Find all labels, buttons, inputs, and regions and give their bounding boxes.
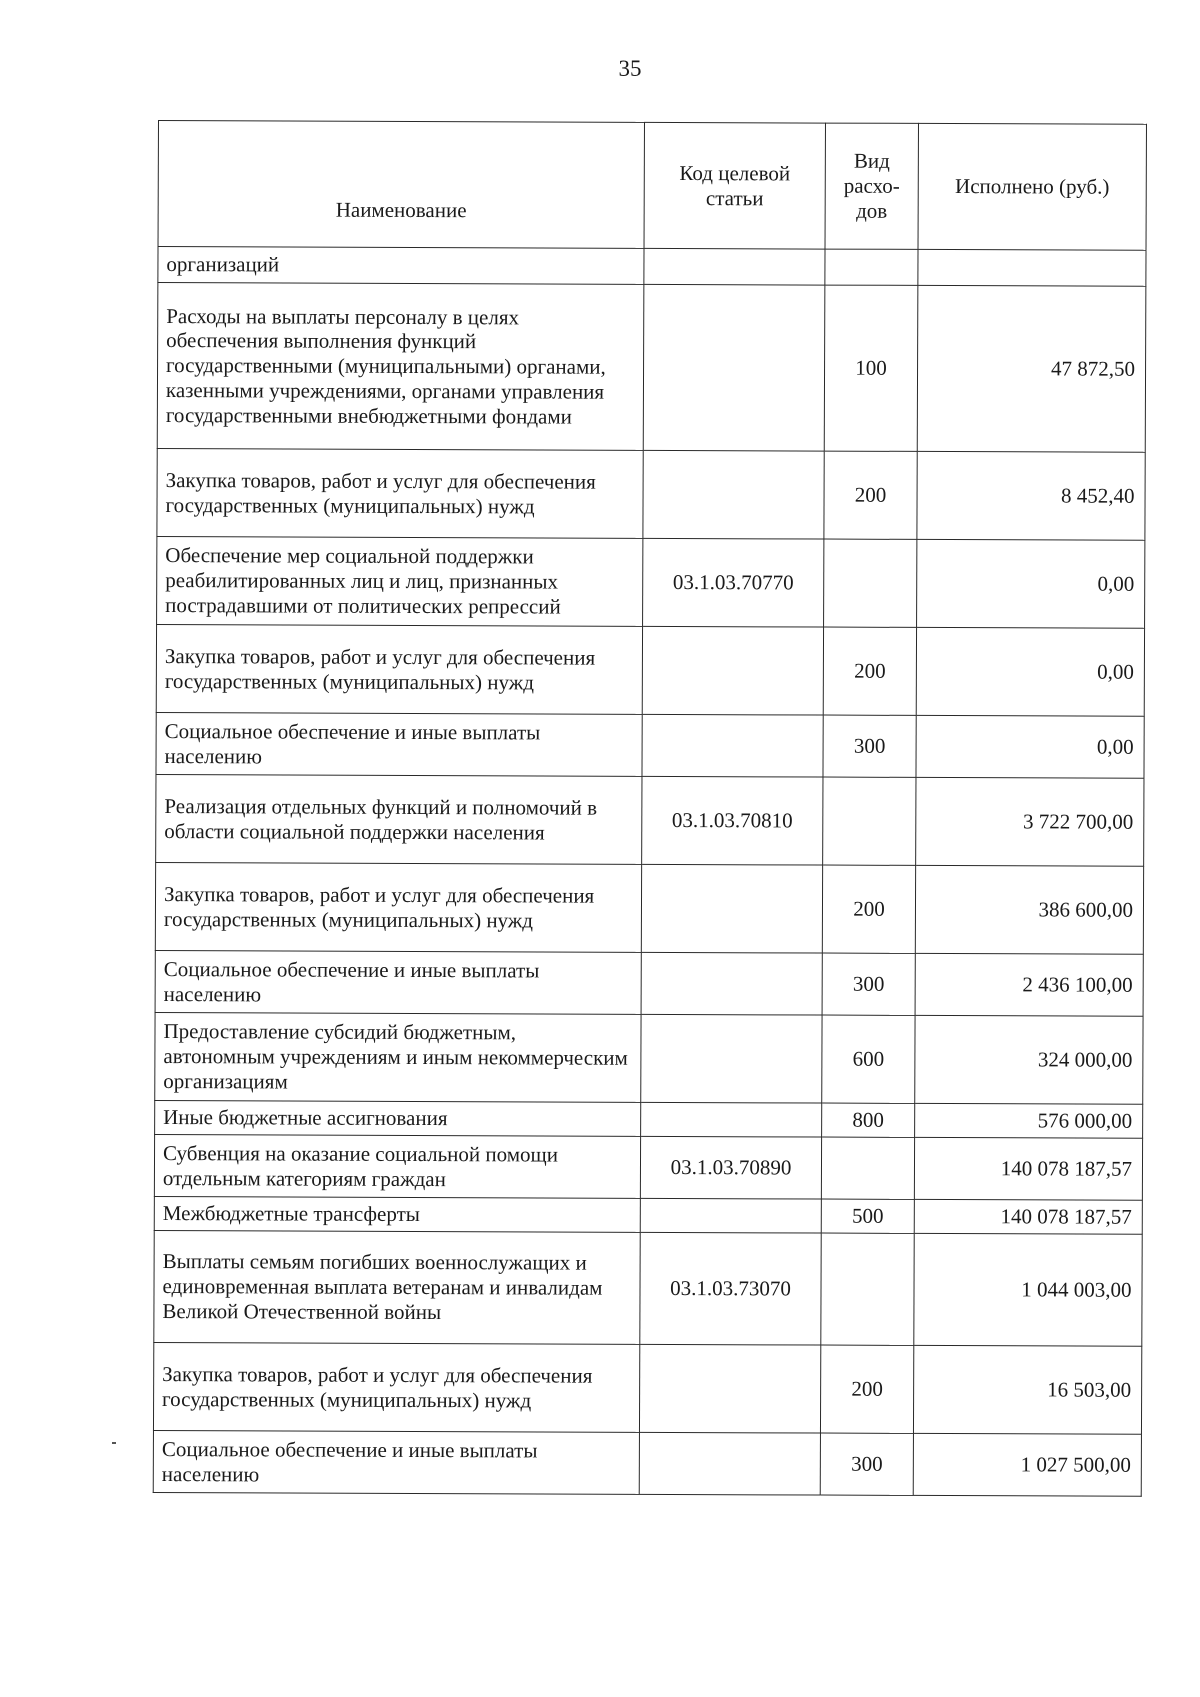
- cell-code: [643, 284, 825, 451]
- header-type: [825, 123, 918, 249]
- cell-type: [824, 539, 917, 627]
- cell-amount: 0,00: [916, 627, 1144, 716]
- expenditure-table-container: [153, 120, 1146, 1497]
- cell-type: 600: [822, 1015, 915, 1103]
- cell-code: [641, 864, 822, 953]
- cell-name: Выплаты семьям погибших военнослужащих и единовременная выплата ветеранам и инвалидам Великой Отечественной войны: [154, 1230, 640, 1344]
- cell-name: Предоставление субсидий бюджетным, автономным учреждениям и иным некоммерческим организациям: [155, 1012, 641, 1102]
- cell-type: 200: [822, 865, 915, 953]
- cell-type: [821, 1137, 914, 1199]
- cell-code: [639, 1432, 820, 1495]
- table-row: [153, 1430, 1141, 1496]
- cell-code: [643, 450, 824, 539]
- cell-type: 300: [820, 1433, 913, 1495]
- header-name: Наименование: [158, 121, 644, 249]
- cell-code: [641, 1102, 822, 1137]
- page-number: 35: [618, 56, 642, 81]
- cell-name: Социальное обеспечение и иные выплаты населению: [156, 712, 642, 776]
- cell-code: [641, 952, 822, 1015]
- table-row: [154, 1196, 1142, 1234]
- table-row: [157, 283, 1146, 453]
- cell-amount: 576 000,00: [915, 1103, 1143, 1138]
- cell-amount: 140 078 187,57: [914, 1137, 1142, 1200]
- header-code: [644, 122, 825, 249]
- cell-name: Обеспечение мер социальной поддержки реабилитированных лиц и лиц, признанных пострадавшими от политических репрессий: [157, 536, 643, 626]
- cell-code: [639, 1344, 820, 1433]
- cell-code: 03.1.03.70890: [640, 1136, 821, 1199]
- cell-code: [642, 626, 823, 715]
- cell-type: 500: [821, 1199, 914, 1233]
- table-row: [155, 862, 1143, 954]
- cell-amount: 8 452,40: [917, 451, 1145, 540]
- header-type-text: Вид расхо-дов: [843, 149, 900, 223]
- header-amount: [918, 123, 1146, 250]
- cell-name: Межбюджетные трансферты: [154, 1196, 640, 1232]
- cell-type: 200: [820, 1345, 913, 1433]
- table-row: [156, 624, 1144, 716]
- header-amount-text: Исполнено (руб.): [955, 174, 1110, 199]
- cell-type: 100: [824, 285, 918, 451]
- cell-code: 03.1.03.73070: [640, 1232, 821, 1345]
- cell-code: 03.1.03.70810: [642, 776, 823, 865]
- cell-name: Расходы на выплаты персоналу в целях обеспечения выполнения функций государственными (муниципальными) органами, казенными учреждениями, органами управления государственными внебюджетными фондами: [157, 283, 644, 451]
- cell-amount: 47 872,50: [917, 285, 1146, 452]
- table-header-row: [158, 121, 1146, 251]
- stray-scan-mark: [112, 1442, 116, 1444]
- cell-amount: 1 027 500,00: [913, 1433, 1141, 1496]
- cell-code: [642, 714, 823, 777]
- cell-code: [644, 248, 825, 285]
- table-row: [156, 774, 1144, 866]
- cell-type: 200: [824, 451, 917, 539]
- cell-amount: 2 436 100,00: [915, 953, 1143, 1016]
- cell-name: Закупка товаров, работ и услуг для обеспечения государственных (муниципальных) нужд: [155, 862, 641, 952]
- table-row: [153, 1342, 1141, 1434]
- table-row: [156, 712, 1144, 778]
- expenditure-table: [153, 120, 1147, 1497]
- cell-name: Социальное обеспечение и иные выплаты населению: [153, 1430, 639, 1494]
- cell-amount: [918, 249, 1146, 286]
- cell-name: организаций: [158, 247, 644, 285]
- table-row: [158, 247, 1146, 287]
- cell-type: [821, 1233, 914, 1345]
- cell-type: 800: [822, 1103, 915, 1137]
- cell-amount: 1 044 003,00: [914, 1233, 1142, 1346]
- cell-name: Закупка товаров, работ и услуг для обеспечения государственных (муниципальных) нужд: [156, 624, 642, 714]
- cell-type: 300: [823, 715, 916, 777]
- table-row: [154, 1230, 1142, 1346]
- cell-amount: 386 600,00: [915, 865, 1143, 954]
- table-row: [157, 536, 1145, 628]
- cell-name: Закупка товаров, работ и услуг для обеспечения государственных (муниципальных) нужд: [153, 1342, 639, 1432]
- cell-amount: 3 722 700,00: [916, 777, 1144, 866]
- table-body: [153, 247, 1146, 1497]
- cell-amount: 0,00: [917, 539, 1145, 628]
- cell-type: [825, 249, 918, 285]
- table-row: [154, 1134, 1142, 1200]
- cell-name: Закупка товаров, работ и услуг для обеспечения государственных (муниципальных) нужд: [157, 448, 643, 538]
- cell-name: Субвенция на оказание социальной помощи отдельным категориям граждан: [154, 1134, 640, 1198]
- cell-type: [823, 777, 916, 865]
- cell-name: Реализация отдельных функций и полномочий в области социальной поддержки населения: [156, 774, 642, 864]
- cell-amount: 0,00: [916, 715, 1144, 778]
- cell-name: Социальное обеспечение и иные выплаты населению: [155, 950, 641, 1014]
- table-row: [157, 448, 1145, 540]
- cell-name: Иные бюджетные ассигнования: [155, 1100, 641, 1136]
- table-row: [155, 950, 1143, 1016]
- table-row: [155, 1012, 1143, 1104]
- cell-code: [640, 1198, 821, 1233]
- cell-code: 03.1.03.70770: [643, 538, 824, 627]
- cell-amount: 324 000,00: [915, 1015, 1143, 1104]
- cell-amount: 140 078 187,57: [914, 1199, 1142, 1234]
- header-code-text: Код целевой статьи: [679, 160, 791, 210]
- cell-type: 300: [822, 953, 915, 1015]
- table-row: [155, 1100, 1143, 1138]
- cell-code: [641, 1014, 822, 1103]
- cell-type: 200: [823, 627, 916, 715]
- cell-amount: 16 503,00: [913, 1345, 1141, 1434]
